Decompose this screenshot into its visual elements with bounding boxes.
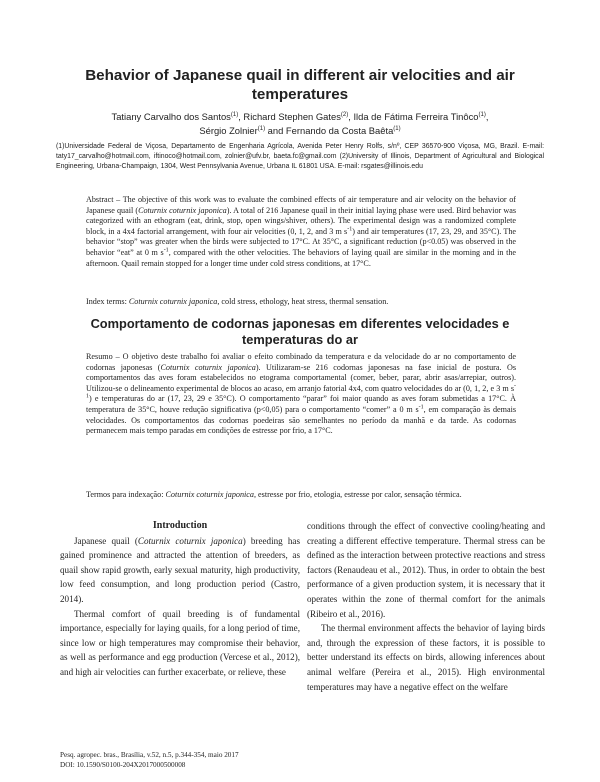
unit-superscript: -1 [86, 383, 516, 400]
journal-footer [60, 751, 239, 770]
resumo-text: ). Utilizaram-se 216 codornas japonesas na fase inicial de postura. Os comportamentos das aves foram estabelecidos no etograma comportamental (comer, beber, parar, abrir asas/arrepiar, outros). Utilizou-se o delineamento experimental de blocos ao acaso, em arranjo fatorial 4x4, com quatro velocidades do ar (0, 1, 2, e 3 m s [86, 362, 517, 393]
resumo-text: , em comparação às demais velocidades. Os comportamentos das codornas poedeiras são semelhantes no período da manhã e da tarde. As codornas permanecem mais tempo paradas em condições de estresse por frio, a 17°C. [86, 404, 516, 436]
body-paragraph: Thermal comfort of quail breeding is of fundamental importance, especially for laying quails, for a long period of time, since low or high temperatures may compromise their behavior, as well as performance and egg production (Vercese et al., 2012), and high air velocities can further exacerbate, or relieve, these [60, 608, 300, 677]
species-name: Coturnix coturnix japonica [138, 205, 227, 215]
species-name: Coturnix coturnix japonica [137, 535, 243, 546]
species-name: Coturnix coturnix japonica [160, 362, 256, 372]
author-name: Sérgio Zolnier [199, 125, 258, 136]
citation-line: Pesq. agropec. bras., Brasília, v.52, n.5, p.344-354, maio 2017 [60, 751, 239, 759]
author-list [60, 110, 540, 138]
author-name: , Ilda de Fátima Ferreira Tinôco [348, 111, 479, 122]
paper-title: Behavior of Japanese quail in different air velocities and air temperatures [85, 67, 515, 103]
index-terms [86, 297, 516, 308]
resumo-text: O objetivo deste trabalho foi avaliar o efeito combinado da temperatura e da velocidade do ar no comportamento de codornas japonesas ( [86, 352, 516, 372]
abstract-text: ). A total of 216 Japanese quail in their initial laying phase were used. Bird behavior was categorized with an ethogram (eat, drink, stop, open wings/shiver, others). The experimental design was a randomized complete block, in a 4x4 factorial arrangement, with four air velocities (0, 1, 2, and 3 m s [86, 205, 516, 236]
resumo-text: ) e temperaturas do ar (17, 23, 29 e 35°C). O comportamento “parar” foi maior quando as aves foram submetidas a 17°C. À temperatura de 35°C, houve redução significativa (p<0,05) para o comportamento “comer” a 0 m s [86, 394, 516, 414]
affiliation-marker: (1) [478, 111, 486, 118]
paragraph-text: ) breeding has gained prominence and attracted the attention of breeders, as quail show rapid growth, early sexual maturity, high productivity, low feed consumption, and long production period (Castro, 2014). [60, 535, 300, 604]
doi-line[interactable]: DOI: 10.1590/S0100-204X2017000500008 [60, 760, 186, 769]
resumo [86, 352, 516, 437]
termos-label: Termos para indexação: [86, 490, 164, 499]
abstract-text: The objective of this work was to evaluate the combined effects of air temperature and air velocity on the behavior of Japanese quail ( [86, 195, 517, 215]
affiliation-marker: (1) [257, 125, 266, 132]
species-name: Coturnix coturnix japonica [128, 297, 218, 306]
resumo-label: Resumo – [86, 352, 120, 361]
affiliation-marker: (1) [230, 111, 239, 118]
body-paragraph [60, 534, 300, 607]
body-column-right [307, 519, 545, 694]
affiliation-text: (1)Universidade Federal de Viçosa, Departamento de Engenharia Agrícola, Avenida Peter Henry Rolfs, s/nº, CEP 36570-900 Viçosa, MG, Brazil. E-mail: taty17_carvalho@hotmail.com, iftinoco@hotmail.com, zolnier@ufv.br, baeta.fc@gmail.com (2)University of Illinois, Department of Agricultural and Biological Engineering, Urbana-Champaign, 1304, West Pennsylvania Avenue, Urbana IL 61801 USA. E-mail: rsgates@illinois.edu [56, 143, 544, 171]
portuguese-title: Comportamento de codornas japonesas em diferentes velocidades e temperaturas do ar [90, 316, 510, 347]
section-heading-introduction: Introduction [152, 520, 208, 531]
body-paragraph: conditions through the effect of convective cooling/heating and creating a different effective temperature. Thermal stress can be defined as the interaction between protective reactions and stress factors (Renaudeau et al., 2012). Thus, in order to obtain the best performance of a given production system, it is necessary that it operates within the zone of thermal comfort for the animals (Ribeiro et al., 2016). [307, 521, 545, 619]
termos-indexacao [86, 490, 516, 501]
abstract [86, 195, 516, 269]
author-name: and Fernando da Costa Baêta [265, 125, 394, 136]
author-name: Tatiany Carvalho dos Santos [111, 111, 231, 122]
termos-text: , estresse por frio, etologia, estresse por calor, sensação térmica. [253, 490, 462, 499]
affiliation-marker: (2) [340, 111, 349, 118]
author-separator: , [485, 111, 489, 122]
unit-superscript: -1 [418, 404, 424, 411]
paragraph-text: Japanese quail ( [74, 535, 138, 546]
abstract-text: , compared with the other velocities. The behaviors of laying quail are similar in the morning and in the afternoon. Quail remain stopped for a longer time under cold stress conditions, at 17°C. [86, 247, 516, 268]
unit-superscript: -1 [163, 247, 169, 254]
abstract-label: Abstract – [86, 195, 121, 204]
index-terms-text: , cold stress, ethology, heat stress, thermal sensation. [217, 297, 389, 306]
author-name: , Richard Stephen Gates [238, 111, 341, 122]
body-column-left [60, 519, 300, 680]
species-name: Coturnix coturnix japonica [165, 490, 254, 499]
index-terms-label: Index terms: [86, 297, 127, 306]
unit-superscript: -1 [347, 226, 353, 233]
affiliation-marker: (1) [393, 125, 401, 132]
body-paragraph: The thermal environment affects the behavior of laying birds and, through the expression of these factors, it is possible to better understand its effects on birds, allowing inferences about animal welfare (Pereira et al., 2015). High environmental temperatures may have a negative effect on the welfare [307, 623, 545, 692]
abstract-text: ) and air temperatures (17, 23, 29, and 35°C). The behavior “stop” was greater when the birds were subjected to 17°C. At 35°C, a significant reduction (p<0.05) was observed in the behavior “eat” at 0 m s [86, 226, 516, 257]
